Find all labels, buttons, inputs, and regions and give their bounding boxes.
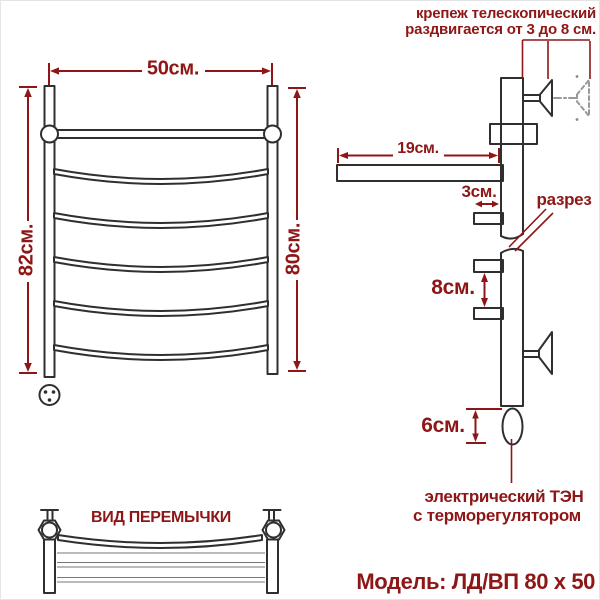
wall-mount-icon <box>523 332 552 374</box>
mount-note <box>405 6 596 38</box>
mount-note-line2: раздвигается от 3 до 8 см. <box>405 21 596 38</box>
depth-dimension-label: 19см. <box>397 140 439 157</box>
mount-note-line1: крепеж телескопический <box>415 5 596 22</box>
heater-element <box>503 409 523 445</box>
rail-height-label: 80см. <box>282 222 305 276</box>
width-dimension-label: 50см. <box>146 57 200 80</box>
bar-spacing-dimension <box>481 273 488 307</box>
front-view-drawing <box>40 86 282 405</box>
bar-spacing-label: 8см. <box>431 276 475 299</box>
telescopic-mount-icon <box>523 75 589 121</box>
heater-height-dimension <box>466 409 502 443</box>
telescopic-range-bracket <box>523 40 591 79</box>
overall-height-label: 82см. <box>15 223 38 277</box>
heater-caption-line2: с терморегулятором <box>413 506 581 525</box>
side-view-drawing <box>337 75 589 444</box>
section-label: разрез <box>536 190 592 209</box>
wall-offset-label: 3см. <box>461 182 497 201</box>
heater-height-label: 6см. <box>421 414 465 437</box>
section-leader <box>509 209 553 251</box>
heater-caption-line1: электрический ТЭН <box>424 487 584 506</box>
model-label: Модель: ЛД/ВП 80 х 50 <box>356 569 595 594</box>
crossbar-view-caption: ВИД ПЕРЕМЫЧКИ <box>90 509 232 526</box>
plug-icon <box>40 385 60 405</box>
